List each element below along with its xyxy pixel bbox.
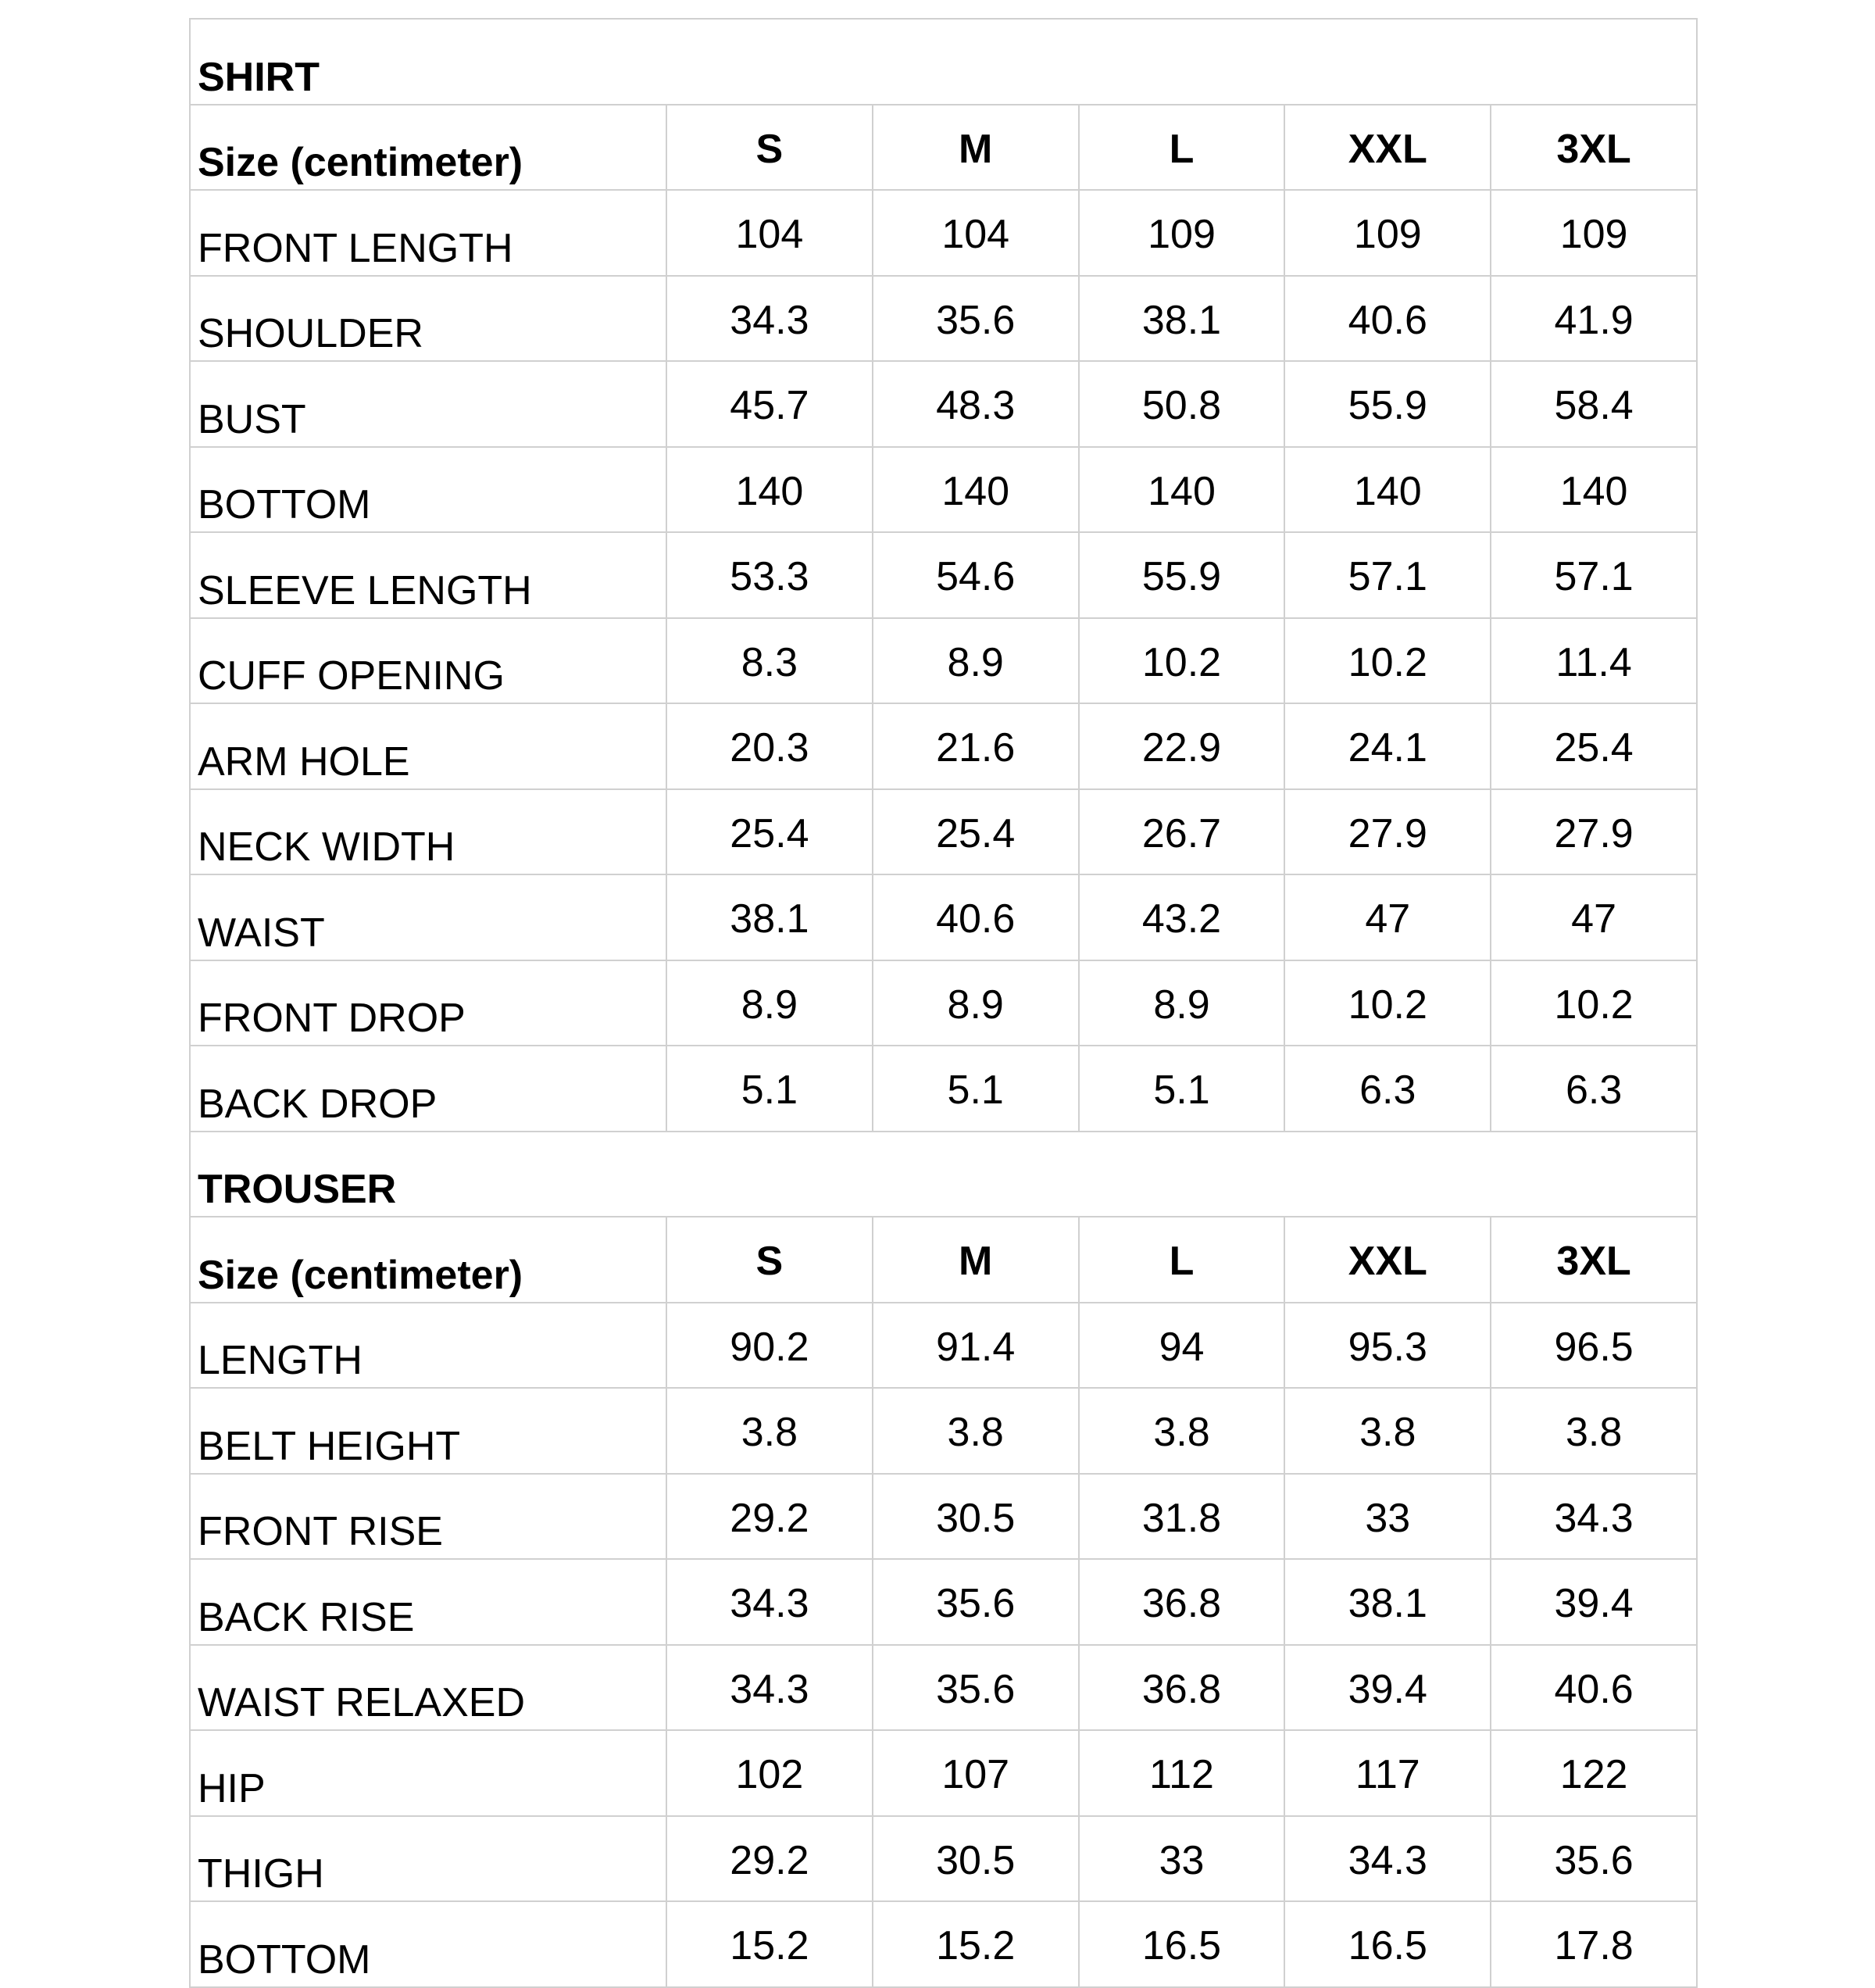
table-row	[190, 960, 1697, 1046]
trouser-measure-label: FRONT RISE	[190, 1474, 666, 1560]
shirt-section-title-row	[190, 19, 1697, 105]
trouser-size-header-m: M	[873, 1217, 1079, 1303]
shirt-measure-value: 20.3	[666, 703, 873, 789]
table-row	[190, 1901, 1697, 1987]
shirt-measure-label: BUST	[190, 361, 666, 447]
trouser-size-unit-label: Size (centimeter)	[190, 1217, 666, 1303]
shirt-measure-value: 41.9	[1491, 276, 1697, 362]
shirt-measure-value: 38.1	[1079, 276, 1285, 362]
trouser-measure-value: 29.2	[666, 1474, 873, 1560]
shirt-measure-label: BOTTOM	[190, 447, 666, 533]
trouser-section-title-row	[190, 1132, 1697, 1217]
trouser-size-header-xxl: XXL	[1284, 1217, 1491, 1303]
trouser-measure-value: 34.3	[1491, 1474, 1697, 1560]
shirt-measure-value: 10.2	[1284, 960, 1491, 1046]
shirt-measure-value: 5.1	[1079, 1046, 1285, 1132]
trouser-measure-value: 117	[1284, 1730, 1491, 1816]
shirt-measure-value: 104	[666, 190, 873, 276]
trouser-measure-value: 39.4	[1284, 1645, 1491, 1731]
trouser-size-header-s: S	[666, 1217, 873, 1303]
trouser-measure-value: 33	[1284, 1474, 1491, 1560]
shirt-measure-value: 8.9	[1079, 960, 1285, 1046]
table-row	[190, 1388, 1697, 1474]
shirt-size-unit-label: Size (centimeter)	[190, 105, 666, 191]
shirt-measure-value: 54.6	[873, 532, 1079, 618]
trouser-section-title: TROUSER	[190, 1132, 1697, 1217]
shirt-measure-value: 57.1	[1284, 532, 1491, 618]
shirt-measure-value: 27.9	[1491, 789, 1697, 875]
shirt-measure-value: 58.4	[1491, 361, 1697, 447]
shirt-measure-value: 45.7	[666, 361, 873, 447]
trouser-measure-value: 31.8	[1079, 1474, 1285, 1560]
table-row	[190, 532, 1697, 618]
trouser-measure-value: 33	[1079, 1816, 1285, 1902]
shirt-size-header-m: M	[873, 105, 1079, 191]
table-row	[190, 447, 1697, 533]
shirt-measure-value: 47	[1284, 874, 1491, 960]
shirt-measure-value: 109	[1284, 190, 1491, 276]
trouser-measure-value: 35.6	[873, 1559, 1079, 1645]
shirt-measure-value: 10.2	[1284, 618, 1491, 704]
shirt-size-header-row	[190, 105, 1697, 191]
table-row	[190, 789, 1697, 875]
table-row	[190, 276, 1697, 362]
shirt-measure-value: 26.7	[1079, 789, 1285, 875]
trouser-measure-value: 122	[1491, 1730, 1697, 1816]
size-chart-body	[190, 19, 1697, 1987]
shirt-measure-value: 55.9	[1079, 532, 1285, 618]
shirt-measure-value: 11.4	[1491, 618, 1697, 704]
trouser-measure-value: 112	[1079, 1730, 1285, 1816]
table-row	[190, 618, 1697, 704]
trouser-measure-value: 3.8	[1284, 1388, 1491, 1474]
trouser-measure-value: 95.3	[1284, 1303, 1491, 1389]
shirt-measure-value: 140	[1079, 447, 1285, 533]
shirt-measure-value: 8.9	[873, 960, 1079, 1046]
shirt-measure-value: 8.3	[666, 618, 873, 704]
shirt-measure-value: 55.9	[1284, 361, 1491, 447]
trouser-measure-label: BACK RISE	[190, 1559, 666, 1645]
shirt-measure-label: NECK WIDTH	[190, 789, 666, 875]
trouser-measure-value: 36.8	[1079, 1559, 1285, 1645]
shirt-measure-value: 25.4	[1491, 703, 1697, 789]
trouser-size-header-row	[190, 1217, 1697, 1303]
shirt-measure-value: 8.9	[666, 960, 873, 1046]
trouser-measure-value: 30.5	[873, 1474, 1079, 1560]
shirt-measure-label: WAIST	[190, 874, 666, 960]
shirt-measure-value: 53.3	[666, 532, 873, 618]
shirt-measure-label: SLEEVE LENGTH	[190, 532, 666, 618]
shirt-measure-value: 5.1	[666, 1046, 873, 1132]
shirt-measure-value: 22.9	[1079, 703, 1285, 789]
trouser-measure-label: THIGH	[190, 1816, 666, 1902]
table-row	[190, 1645, 1697, 1731]
trouser-measure-value: 96.5	[1491, 1303, 1697, 1389]
trouser-measure-value: 15.2	[666, 1901, 873, 1987]
shirt-measure-value: 6.3	[1284, 1046, 1491, 1132]
shirt-measure-value: 34.3	[666, 276, 873, 362]
trouser-measure-label: BELT HEIGHT	[190, 1388, 666, 1474]
shirt-measure-value: 48.3	[873, 361, 1079, 447]
trouser-measure-value: 15.2	[873, 1901, 1079, 1987]
shirt-measure-value: 6.3	[1491, 1046, 1697, 1132]
shirt-measure-label: BACK DROP	[190, 1046, 666, 1132]
shirt-measure-label: ARM HOLE	[190, 703, 666, 789]
table-row	[190, 190, 1697, 276]
table-row	[190, 1303, 1697, 1389]
shirt-measure-value: 104	[873, 190, 1079, 276]
trouser-measure-value: 94	[1079, 1303, 1285, 1389]
shirt-measure-value: 5.1	[873, 1046, 1079, 1132]
shirt-measure-value: 10.2	[1079, 618, 1285, 704]
trouser-measure-value: 102	[666, 1730, 873, 1816]
table-row	[190, 361, 1697, 447]
table-row	[190, 1559, 1697, 1645]
trouser-measure-value: 16.5	[1284, 1901, 1491, 1987]
size-chart-table	[189, 18, 1698, 1988]
trouser-measure-value: 34.3	[666, 1645, 873, 1731]
shirt-measure-value: 57.1	[1491, 532, 1697, 618]
trouser-measure-value: 17.8	[1491, 1901, 1697, 1987]
shirt-measure-value: 140	[1491, 447, 1697, 533]
shirt-size-header-l: L	[1079, 105, 1285, 191]
shirt-measure-value: 24.1	[1284, 703, 1491, 789]
shirt-size-header-xxl: XXL	[1284, 105, 1491, 191]
shirt-measure-value: 27.9	[1284, 789, 1491, 875]
trouser-measure-value: 35.6	[1491, 1816, 1697, 1902]
trouser-measure-value: 34.3	[666, 1559, 873, 1645]
trouser-measure-value: 90.2	[666, 1303, 873, 1389]
trouser-measure-value: 29.2	[666, 1816, 873, 1902]
shirt-measure-value: 21.6	[873, 703, 1079, 789]
trouser-measure-value: 36.8	[1079, 1645, 1285, 1731]
trouser-measure-value: 3.8	[1079, 1388, 1285, 1474]
trouser-size-header-3xl: 3XL	[1491, 1217, 1697, 1303]
table-row	[190, 1046, 1697, 1132]
trouser-size-header-l: L	[1079, 1217, 1285, 1303]
shirt-measure-value: 10.2	[1491, 960, 1697, 1046]
shirt-measure-label: FRONT LENGTH	[190, 190, 666, 276]
shirt-measure-value: 109	[1491, 190, 1697, 276]
trouser-measure-value: 3.8	[666, 1388, 873, 1474]
shirt-size-header-3xl: 3XL	[1491, 105, 1697, 191]
shirt-measure-value: 8.9	[873, 618, 1079, 704]
table-row	[190, 1816, 1697, 1902]
trouser-measure-label: WAIST RELAXED	[190, 1645, 666, 1731]
shirt-measure-value: 109	[1079, 190, 1285, 276]
table-row	[190, 703, 1697, 789]
shirt-measure-value: 40.6	[873, 874, 1079, 960]
trouser-measure-value: 40.6	[1491, 1645, 1697, 1731]
shirt-measure-value: 25.4	[666, 789, 873, 875]
trouser-measure-value: 91.4	[873, 1303, 1079, 1389]
shirt-measure-value: 40.6	[1284, 276, 1491, 362]
shirt-measure-value: 140	[1284, 447, 1491, 533]
trouser-measure-label: LENGTH	[190, 1303, 666, 1389]
table-row	[190, 1474, 1697, 1560]
trouser-measure-value: 38.1	[1284, 1559, 1491, 1645]
shirt-measure-value: 38.1	[666, 874, 873, 960]
trouser-measure-label: HIP	[190, 1730, 666, 1816]
shirt-measure-value: 25.4	[873, 789, 1079, 875]
trouser-measure-value: 107	[873, 1730, 1079, 1816]
trouser-measure-value: 34.3	[1284, 1816, 1491, 1902]
trouser-measure-label: BOTTOM	[190, 1901, 666, 1987]
trouser-measure-value: 3.8	[873, 1388, 1079, 1474]
shirt-measure-value: 140	[666, 447, 873, 533]
shirt-measure-label: SHOULDER	[190, 276, 666, 362]
shirt-measure-value: 43.2	[1079, 874, 1285, 960]
table-row	[190, 1730, 1697, 1816]
shirt-measure-label: FRONT DROP	[190, 960, 666, 1046]
trouser-measure-value: 3.8	[1491, 1388, 1697, 1474]
shirt-section-title: SHIRT	[190, 19, 1697, 105]
trouser-measure-value: 16.5	[1079, 1901, 1285, 1987]
shirt-measure-value: 50.8	[1079, 361, 1285, 447]
shirt-size-header-s: S	[666, 105, 873, 191]
trouser-measure-value: 39.4	[1491, 1559, 1697, 1645]
shirt-measure-value: 140	[873, 447, 1079, 533]
shirt-measure-value: 35.6	[873, 276, 1079, 362]
shirt-measure-label: CUFF OPENING	[190, 618, 666, 704]
table-row	[190, 874, 1697, 960]
shirt-measure-value: 47	[1491, 874, 1697, 960]
trouser-measure-value: 35.6	[873, 1645, 1079, 1731]
trouser-measure-value: 30.5	[873, 1816, 1079, 1902]
